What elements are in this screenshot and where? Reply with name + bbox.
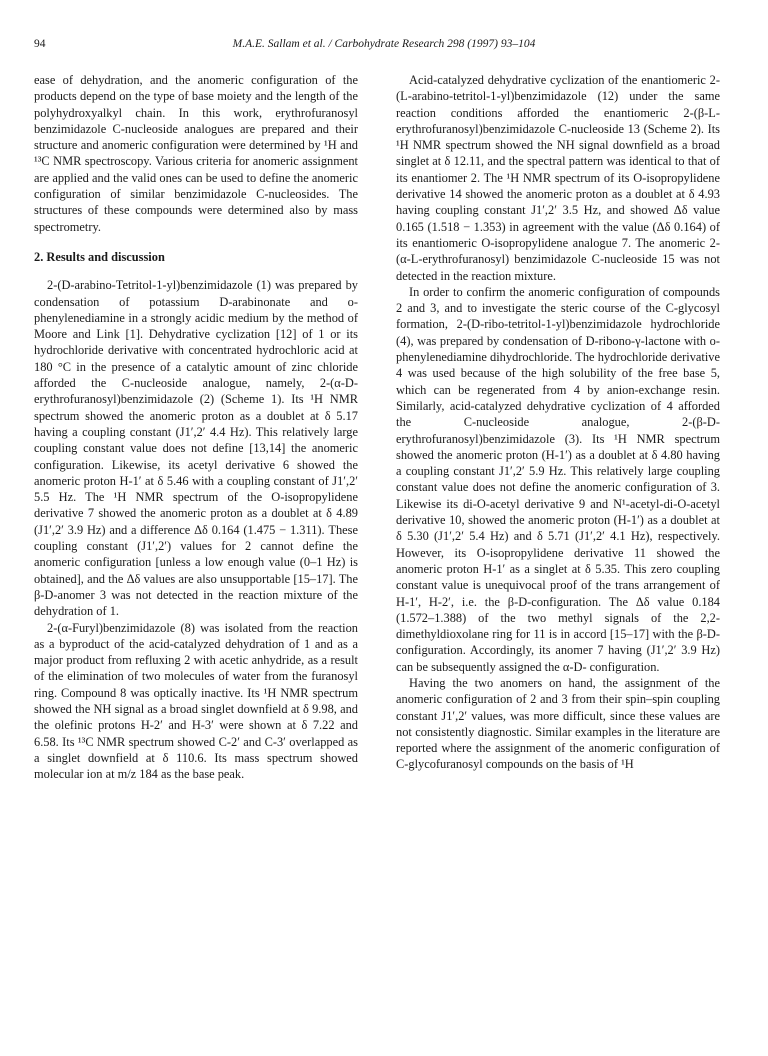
section-heading: 2. Results and discussion: [34, 249, 165, 264]
body-paragraph: Acid-catalyzed dehydrative cyclization of the enantiomeric 2-(L-arabino-tetritol-1-yl)benzimidazole (12) under the same reaction conditions afforded the enantiomeric 2-(β-L-erythrofuranosyl)benzimidazole C-nucleoside 13 (Scheme 2). Its ¹H NMR spectrum showed the NH signal downfield as a broad singlet at δ 12.11, and the spectral pattern was identical to that of its enantiomer 2. The ¹H NMR spectrum of its O-isopropylidene derivative 14 showed the anomeric proton as a doublet at δ 4.93 having coupling constant J1′,2′ 3.5 Hz, and showed Δδ value 0.165 (1.518 − 1.353) in agreement with the value (Δδ 0.164) of its enantiomeric O-isopropylidene analogue 7. The anomeric 2-(α-L-erythrofuranosyl) benzimidazole C-nucleoside 15 was not detected in the reaction mixture.: [396, 73, 720, 283]
body-paragraph: 2-(D-arabino-Tetritol-1-yl)benzimidazole (1) was prepared by condensation of potassium D-arabinonate and o-phenylenediamine in a strongly acidic medium by the method of Moore and Link [1]. Dehydrative cyclization [12] of 1 or its hydrochloride derivative with concentrated hydrochloric acid at 180 °C in the presence of a catalytic amount of zinc chloride afforded the C-nucleoside analogue, namely, 2-(α-D-erythrofuranosyl)benzimidazole (2) (Scheme 1). Its ¹H NMR spectrum showed the anomeric proton as a doublet at δ 5.17 having a coupling constant (J1′,2′ 4.4 Hz). This relatively large coupling constant value does not define [13,14] the anomeric configuration. Likewise, its acetyl derivative 6 showed the anomeric proton H-1′ at δ 5.46 with a coupling constant of J1′,2′ 5.5 Hz. The ¹H NMR spectrum of the O-isopropylidene derivative 7 showed the anomeric proton as a doublet at δ 4.89 (J1′,2′ 3.9 Hz) and a difference Δδ 0.164 (1.475 − 1.311). These coupling constant (J1′,2′) values for 2 cannot define the anomeric configuration [unless a low enough value (0–1 Hz) is obtained], and the Δδ values are also unsupportable [15–17]. The β-D-anomer 3 was not detected in the reaction mixture of the dehydration of 1.: [34, 278, 358, 619]
body-paragraph: 2-(α-Furyl)benzimidazole (8) was isolated from the reaction as a byproduct of the acid-catalyzed dehydration of 1 and as a major product from refluxing 2 with acetic anhydride, as a result of the elimination of two molecules of water from the furanosyl ring. Compound 8 was optically inactive. Its ¹H NMR spectrum showed the NH signal as a broad singlet downfield at δ 9.98, and the olefinic protons H-2′ and H-3′ were shown at δ 7.22 and 6.58. Its ¹³C NMR spectrum showed C-2′ and C-3′ overlapped as a singlet downfield at δ 110.6. Its mass spectrum showed molecular ion at m/z 184 as the base peak.: [34, 620, 358, 782]
left-column: [34, 72, 358, 782]
page-header: [34, 38, 734, 54]
running-head: M.A.E. Sallam et al. / Carbohydrate Research 298 (1997) 93–104: [232, 38, 536, 50]
intro-paragraph: ease of dehydration, and the anomeric configuration of the products depend on the type of base moiety and the length of the polyhydroxyalkyl chain. In this work, erythrofuranosyl benzimidazole C-nucleoside analogues are prepared and their structure and anomeric configuration were determined by ¹H and ¹³C NMR spectroscopy. Various criteria for anomeric assignment are applied and the valid ones can be used to define the anomeric configuration of similar benzimidazole C-nucleosides. The structures of these compounds were determined also by mass spectrometry.: [34, 73, 358, 234]
page-number: 94: [34, 38, 46, 50]
right-column: [396, 72, 720, 773]
body-paragraph: Having the two anomers on hand, the assignment of the anomeric configuration of 2 and 3 from their spin–spin coupling constant J1′,2′ values, was more difficult, since these values are not consistently diagnostic. Similar examples in the literature are reported where the assignment of the anomeric configuration of C-glycofuranosyl compounds on the basis of ¹H: [396, 675, 720, 772]
body-paragraph: In order to confirm the anomeric configuration of compounds 2 and 3, and to investigate the steric course of the C-glycosyl formation, 2-(D-ribo-tetritol-1-yl)benzimidazole hydrochloride (4), was prepared by condensation of D-ribono-γ-lactone with o-phenylenediamine dihydrochloride. The hydrochloride derivative 4 was used because of the high solubility of the free base 5, which can be regenerated from 4 by anion-exchange resin. Similarly, acid-catalyzed dehydrative cyclization of 4 afforded the C-nucleoside analogue, 2-(β-D-erythrofuranosyl)benzimidazole (3). Its ¹H NMR spectrum showed the anomeric proton (H-1′) as a doublet at δ 4.80 having a coupling constant J1′,2′ 5.9 Hz. This relatively large coupling constant value does not define the anomeric configuration of 3. Likewise its di-O-acetyl derivative 9 and N¹-acetyl-di-O-acetyl derivative 10, showed the anomeric proton (H-1′) as a doublet at δ 5.30 (J1′,2′ 5.4 Hz) and δ 5.71 (J1′,2′ 4.1 Hz), respectively. However, its O-isopropylidene derivative 11 showed the anomeric proton H-1′ as a singlet at δ 5.35. This zero coupling constant value is unequivocal proof of the trans arrangement of H-1′, H-2′, i.e. the β-D-configuration. The Δδ value 0.184 (1.572–1.388) of the two methyl signals of the 2,2-dimethyldioxolane ring for 11 is in accord [15–17] with the β-D-configuration. Accordingly, its anomer 7 having (J1′,2′ 3.9 Hz) can be subsequently assigned the α-D- configuration.: [396, 284, 720, 674]
